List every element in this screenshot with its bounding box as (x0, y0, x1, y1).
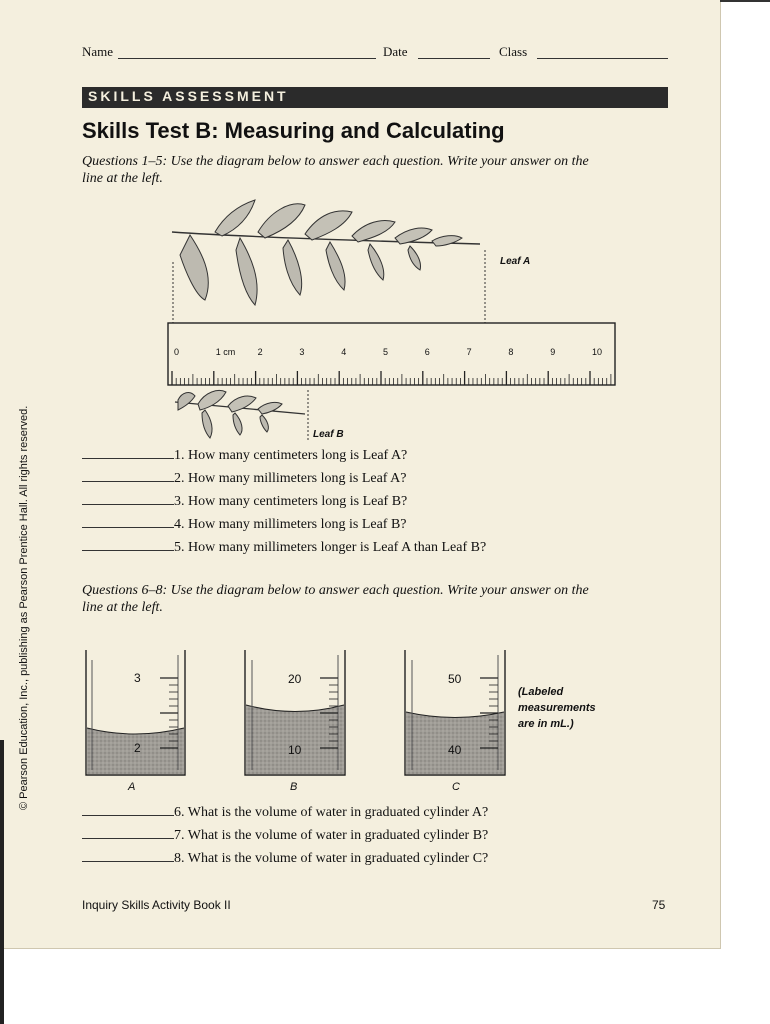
question-7: 7. What is the volume of water in graduated cylinder B? (82, 826, 488, 844)
question-2: 2. How many millimeters long is Leaf A? (82, 469, 407, 487)
copyright-notice: © Pearson Education, Inc., publishing as Pearson Prentice Hall. All rights reserved. (18, 405, 30, 810)
question-4: 4. How many millimeters long is Leaf B? (82, 515, 407, 533)
units-note-line2: measurements (518, 702, 596, 714)
cylinder-c-bottom-mark: 40 (448, 743, 462, 757)
answer-blank-7[interactable] (82, 826, 174, 839)
cylinder-a-label: A (128, 781, 136, 793)
ruler-label: 7 (466, 347, 472, 357)
units-note-line1: (Labeled (518, 686, 564, 698)
question-5: 5. How many millimeters longer is Leaf A than Leaf B? (82, 538, 486, 556)
class-label: Class (499, 44, 528, 59)
date-label: Date (383, 44, 408, 59)
ruler-label: 3 (299, 347, 305, 357)
cylinder-c-label: C (452, 781, 460, 793)
cylinder-a (86, 650, 185, 793)
question-6: 6. What is the volume of water in graduated cylinder A? (82, 803, 488, 821)
question-1: 1. How many centimeters long is Leaf A? (82, 446, 407, 464)
instructions-2: Questions 6–8: Use the diagram below to answer each question. Write your answer on the line at the left. (82, 583, 589, 615)
units-note-line3: are in mL.) (518, 718, 574, 730)
cylinder-a-bottom-mark: 2 (134, 741, 141, 755)
cylinder-c (405, 650, 505, 793)
question-8: 8. What is the volume of water in graduated cylinder C? (82, 849, 488, 867)
cylinder-b-label: B (290, 781, 298, 793)
ruler-label: 4 (341, 347, 347, 357)
question-3: 3. How many centimeters long is Leaf B? (82, 492, 407, 510)
page-number: 75 (652, 898, 666, 912)
cylinder-b (245, 650, 345, 793)
ruler-label: 6 (424, 347, 430, 357)
footer-book-title: Inquiry Skills Activity Book II (82, 898, 231, 912)
page-title: Skills Test B: Measuring and Calculating (82, 118, 505, 143)
answer-blank-6[interactable] (82, 803, 174, 816)
instructions-1: Questions 1–5: Use the diagram below to answer each question. Write your answer on the line at the left. (82, 154, 589, 186)
ruler-label: 0 (174, 347, 180, 357)
cylinder-b-top-mark: 20 (288, 672, 302, 686)
ruler-label: 5 (383, 347, 389, 357)
cylinder-a-top-mark: 3 (134, 671, 141, 685)
scan-edge-top (720, 0, 770, 2)
name-label: Name (82, 44, 114, 59)
answer-blank-8[interactable] (82, 849, 174, 862)
ruler-label: 2 (257, 347, 263, 357)
cylinder-b-bottom-mark: 10 (288, 743, 302, 757)
leaf-b-label: Leaf B (313, 429, 344, 440)
ruler-label: 8 (508, 347, 514, 357)
leaf-a-label: Leaf A (500, 256, 531, 267)
ruler-label: 1 cm (215, 347, 236, 357)
ruler-label: 9 (550, 347, 556, 357)
ruler-label: 10 (592, 347, 603, 357)
banner-text: SKILLS ASSESSMENT (88, 88, 289, 104)
cylinder-c-top-mark: 50 (448, 672, 462, 686)
